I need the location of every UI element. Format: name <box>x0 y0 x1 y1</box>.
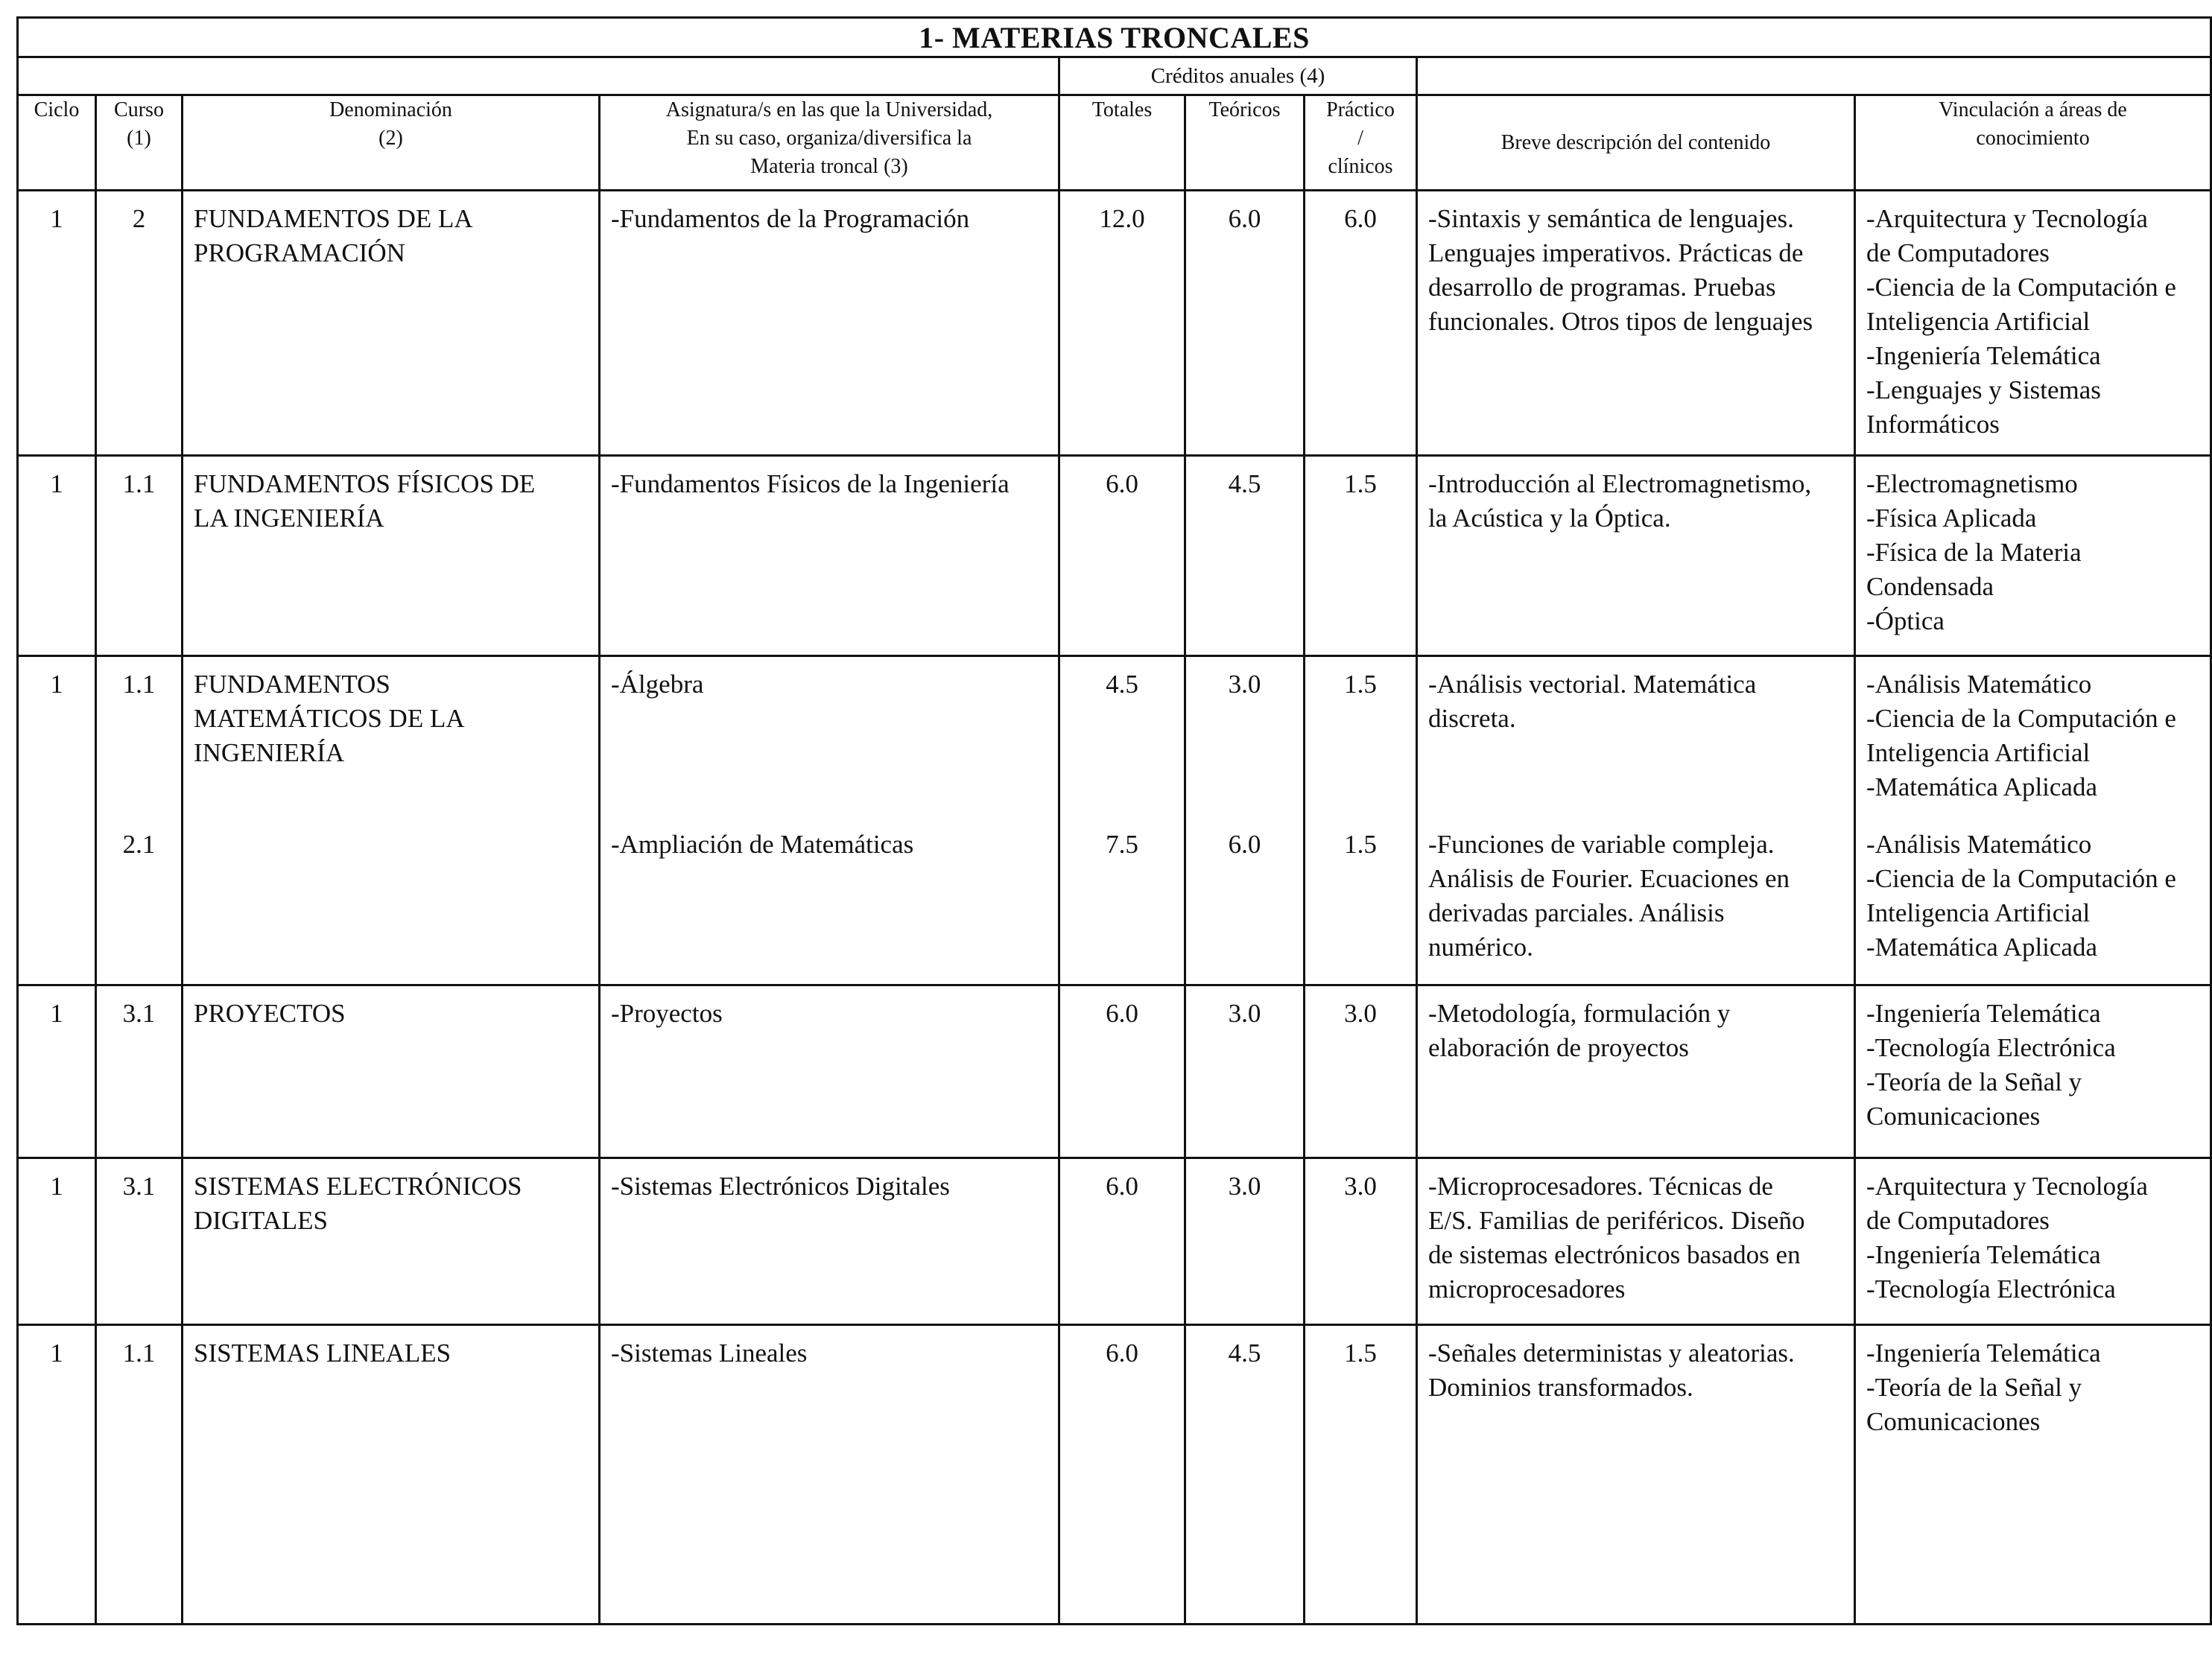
practicos-cell: 1.5 <box>1305 456 1417 656</box>
vinculacion-cell <box>1855 191 2211 456</box>
descripcion-cell <box>1417 1325 1855 1625</box>
header-vinculacion: Vinculación a áreas de conocimiento <box>1855 95 2211 191</box>
denominacion-line: FUNDAMENTOS <box>194 670 390 699</box>
creditos-anuales-header: Créditos anuales (4) <box>1059 57 1417 95</box>
vinculacion-cell <box>1855 656 2211 817</box>
practicos-cell: 1.5 <box>1305 817 1417 985</box>
descripcion-line: -Metodología, formulación y <box>1428 999 1731 1028</box>
vinculacion-line: -Física Aplicada <box>1866 504 2037 533</box>
asignatura-cell: -Álgebra <box>600 656 1059 817</box>
vinculacion-line: -Ciencia de la Computación e <box>1866 704 2176 733</box>
header-curso: Curso (1) <box>96 95 183 191</box>
vinculacion-line: -Óptica <box>1866 606 1945 635</box>
denominacion-line: INGENIERÍA <box>194 738 345 767</box>
totales-cell: 7.5 <box>1059 817 1185 985</box>
vinculacion-line: -Ingeniería Telemática <box>1866 341 2101 370</box>
teoricos-cell: 4.5 <box>1185 1325 1305 1625</box>
totales-cell: 6.0 <box>1059 1158 1185 1325</box>
descripcion-line: -Microprocesadores. Técnicas de <box>1428 1172 1773 1201</box>
vinculacion-line: Condensada <box>1866 572 1994 601</box>
header-blank-left <box>18 57 1059 95</box>
table-row <box>18 1158 2211 1325</box>
vinculacion-line: -Tecnología Electrónica <box>1866 1274 2116 1304</box>
vinculacion-line: -Ingeniería Telemática <box>1866 999 2101 1028</box>
vinculacion-cell <box>1855 1325 2211 1625</box>
descripcion-cell <box>1417 656 1855 817</box>
denominacion-line: MATEMÁTICOS DE LA <box>194 704 465 733</box>
denominacion-cell <box>183 817 600 985</box>
materias-troncales-table <box>16 16 2212 1625</box>
vinculacion-line: -Física de la Materia <box>1866 538 2082 567</box>
denominacion-line: SISTEMAS LINEALES <box>194 1339 451 1368</box>
descripcion-line: discreta. <box>1428 704 1516 733</box>
descripcion-line: -Señales deterministas y aleatorias. <box>1428 1339 1795 1368</box>
ciclo-cell: 1 <box>18 1325 96 1625</box>
denominacion-line: FUNDAMENTOS FÍSICOS DE <box>194 469 536 498</box>
curso-cell: 1.1 <box>96 456 183 656</box>
header-practicos: Práctico / clínicos <box>1305 95 1417 191</box>
denominacion-line: PROGRAMACIÓN <box>194 238 405 267</box>
teoricos-cell: 3.0 <box>1185 656 1305 817</box>
curso-cell: 2.1 <box>96 817 183 985</box>
header-ciclo: Ciclo <box>18 95 96 191</box>
vinculacion-line: -Ciencia de la Computación e <box>1866 273 2176 302</box>
table-row <box>18 191 2211 456</box>
denominacion-line: LA INGENIERÍA <box>194 504 384 533</box>
denominacion-line: DIGITALES <box>194 1206 328 1235</box>
vinculacion-line: Informáticos <box>1866 410 2000 439</box>
denominacion-cell <box>183 456 600 656</box>
vinculacion-cell <box>1855 456 2211 656</box>
header-asignatura: Asignatura/s en las que la Universidad, En su caso, organiza/diversifica la Materia troncal (3) <box>600 95 1059 191</box>
document-page <box>16 16 2210 1651</box>
ciclo-cell: 1 <box>18 656 96 817</box>
vinculacion-line: Comunicaciones <box>1866 1102 2041 1131</box>
vinculacion-cell <box>1855 985 2211 1158</box>
ciclo-cell: 1 <box>18 456 96 656</box>
descripcion-line: -Funciones de variable compleja. <box>1428 829 1775 859</box>
vinculacion-line: Inteligencia Artificial <box>1866 307 2091 336</box>
vinculacion-line: Inteligencia Artificial <box>1866 738 2091 767</box>
curso-cell: 2 <box>96 191 183 456</box>
totales-cell: 6.0 <box>1059 1325 1185 1625</box>
vinculacion-line: -Ciencia de la Computación e <box>1866 863 2176 893</box>
vinculacion-line: de Computadores <box>1866 238 2050 267</box>
teoricos-cell: 3.0 <box>1185 985 1305 1158</box>
totales-cell: 6.0 <box>1059 985 1185 1158</box>
vinculacion-line: Comunicaciones <box>1866 1407 2041 1436</box>
vinculacion-cell <box>1855 1158 2211 1325</box>
vinculacion-line: -Arquitectura y Tecnología <box>1866 1172 2148 1201</box>
descripcion-line: -Sintaxis y semántica de lenguajes. <box>1428 204 1794 233</box>
vinculacion-line: -Electromagnetismo <box>1866 469 2078 498</box>
table-row <box>18 1325 2211 1625</box>
vinculacion-line: -Matemática Aplicada <box>1866 772 2097 801</box>
denominacion-cell <box>183 191 600 456</box>
practicos-cell: 1.5 <box>1305 656 1417 817</box>
descripcion-line: E/S. Familias de periféricos. Diseño <box>1428 1206 1805 1235</box>
teoricos-cell: 6.0 <box>1185 191 1305 456</box>
vinculacion-line: -Arquitectura y Tecnología <box>1866 204 2148 233</box>
table-title: 1- MATERIAS TRONCALES <box>18 18 2211 57</box>
teoricos-cell: 4.5 <box>1185 456 1305 656</box>
descripcion-cell <box>1417 817 1855 985</box>
descripcion-line: Lenguajes imperativos. Prácticas de <box>1428 238 1804 267</box>
denominacion-line: FUNDAMENTOS DE LA <box>194 204 473 233</box>
curso-cell: 1.1 <box>96 656 183 817</box>
practicos-cell: 3.0 <box>1305 985 1417 1158</box>
descripcion-line: funcionales. Otros tipos de lenguajes <box>1428 307 1813 336</box>
ciclo-cell: 1 <box>18 191 96 456</box>
teoricos-cell: 3.0 <box>1185 1158 1305 1325</box>
asignatura-cell: -Ampliación de Matemáticas <box>600 817 1059 985</box>
vinculacion-cell <box>1855 817 2211 985</box>
table-row <box>18 656 2211 817</box>
descripcion-line: derivadas parciales. Análisis <box>1428 898 1725 927</box>
asignatura-cell: -Proyectos <box>600 985 1059 1158</box>
header-totales: Totales <box>1059 95 1185 191</box>
descripcion-line: elaboración de proyectos <box>1428 1033 1689 1062</box>
asignatura-cell: -Sistemas Electrónicos Digitales <box>600 1158 1059 1325</box>
header-blank-right <box>1417 57 2211 95</box>
totales-cell: 6.0 <box>1059 456 1185 656</box>
vinculacion-line: -Lenguajes y Sistemas <box>1866 375 2101 404</box>
vinculacion-line: -Ingeniería Telemática <box>1866 1240 2101 1269</box>
vinculacion-line: de Computadores <box>1866 1206 2050 1235</box>
vinculacion-line: -Análisis Matemático <box>1866 829 2092 859</box>
ciclo-cell <box>18 817 96 985</box>
vinculacion-line: -Matemática Aplicada <box>1866 932 2097 962</box>
denominacion-line: SISTEMAS ELECTRÓNICOS <box>194 1172 522 1201</box>
descripcion-line: -Análisis vectorial. Matemática <box>1428 670 1757 699</box>
descripcion-line: numérico. <box>1428 932 1533 962</box>
practicos-cell: 1.5 <box>1305 1325 1417 1625</box>
descripcion-line: Dominios transformados. <box>1428 1373 1693 1402</box>
table-row <box>18 985 2211 1158</box>
descripcion-cell <box>1417 1158 1855 1325</box>
descripcion-cell <box>1417 191 1855 456</box>
asignatura-cell: -Sistemas Lineales <box>600 1325 1059 1625</box>
vinculacion-line: -Teoría de la Señal y <box>1866 1067 2082 1096</box>
ciclo-cell: 1 <box>18 1158 96 1325</box>
curso-cell: 1.1 <box>96 1325 183 1625</box>
vinculacion-line: -Teoría de la Señal y <box>1866 1373 2082 1402</box>
totales-cell: 4.5 <box>1059 656 1185 817</box>
header-teoricos: Teóricos <box>1185 95 1305 191</box>
vinculacion-line: Inteligencia Artificial <box>1866 898 2091 927</box>
denominacion-cell <box>183 656 600 817</box>
descripcion-line: Análisis de Fourier. Ecuaciones en <box>1428 863 1790 893</box>
descripcion-line: -Introducción al Electromagnetismo, <box>1428 469 1812 498</box>
header-descripcion: Breve descripción del contenido <box>1417 95 1855 191</box>
denominacion-line: PROYECTOS <box>194 999 346 1028</box>
ciclo-cell: 1 <box>18 985 96 1158</box>
table-row <box>18 456 2211 656</box>
practicos-cell: 3.0 <box>1305 1158 1417 1325</box>
curso-cell: 3.1 <box>96 1158 183 1325</box>
descripcion-line: la Acústica y la Óptica. <box>1428 504 1671 533</box>
practicos-cell: 6.0 <box>1305 191 1417 456</box>
asignatura-cell: -Fundamentos de la Programación <box>600 191 1059 456</box>
descripcion-cell <box>1417 985 1855 1158</box>
denominacion-cell <box>183 1325 600 1625</box>
denominacion-cell <box>183 1158 600 1325</box>
vinculacion-line: -Ingeniería Telemática <box>1866 1339 2101 1368</box>
curso-cell: 3.1 <box>96 985 183 1158</box>
denominacion-cell <box>183 985 600 1158</box>
vinculacion-line: -Tecnología Electrónica <box>1866 1033 2116 1062</box>
totales-cell: 12.0 <box>1059 191 1185 456</box>
descripcion-line: desarrollo de programas. Pruebas <box>1428 273 1776 302</box>
descripcion-line: de sistemas electrónicos basados en <box>1428 1240 1801 1269</box>
teoricos-cell: 6.0 <box>1185 817 1305 985</box>
table-row <box>18 817 2211 985</box>
descripcion-line: microprocesadores <box>1428 1274 1626 1304</box>
descripcion-cell <box>1417 456 1855 656</box>
header-denominacion: Denominación (2) <box>183 95 600 191</box>
vinculacion-line: -Análisis Matemático <box>1866 670 2092 699</box>
asignatura-cell: -Fundamentos Físicos de la Ingeniería <box>600 456 1059 656</box>
